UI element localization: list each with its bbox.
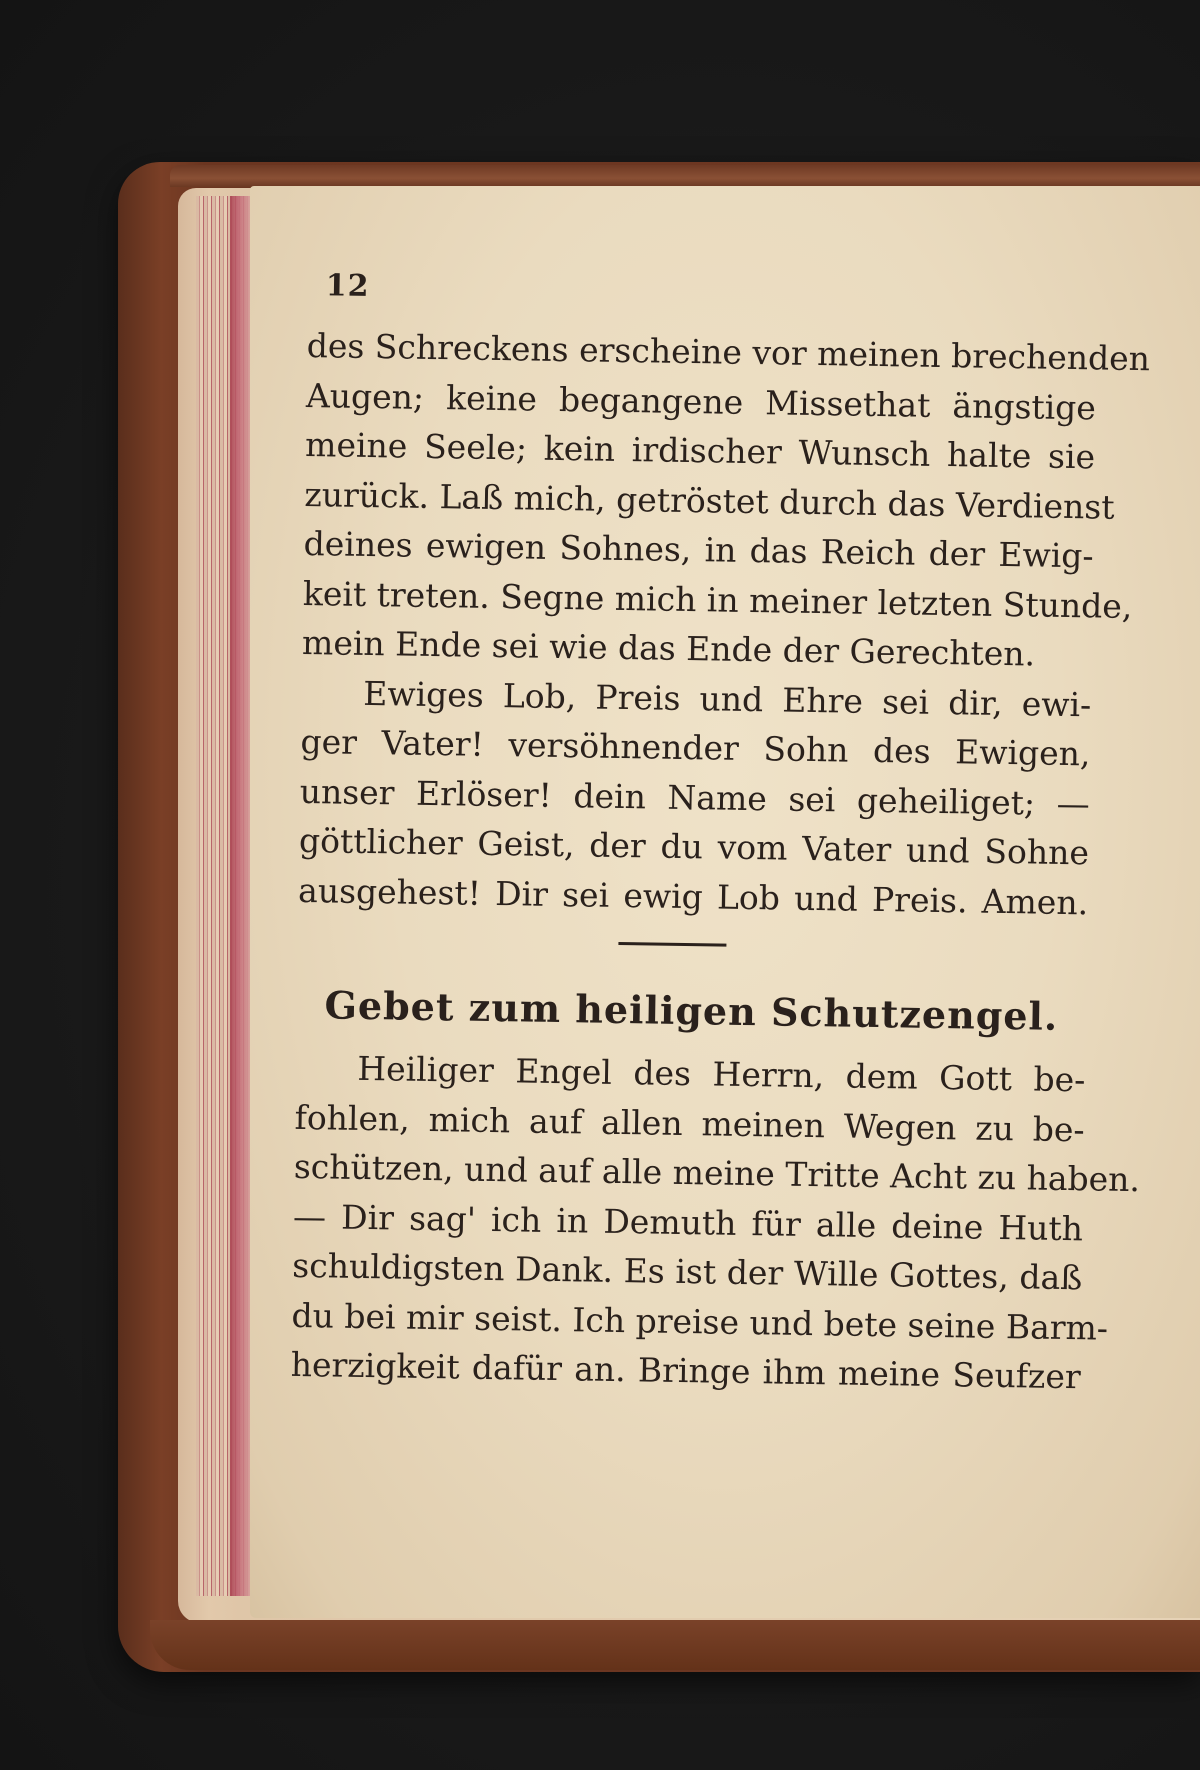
text-line: mein Ende sei wie das Ende der Gerechten.: [301, 622, 1036, 674]
text-line: zurück. Laß mich, getröstet durch das Verdienst: [304, 474, 1115, 527]
red-page-edge: [230, 196, 250, 1596]
text-line: — Dir sag' ich in Demuth für alle deine Huth: [292, 1196, 1084, 1248]
text-line: du bei mir seist. Ich preise und bete seine Barm-: [291, 1295, 1109, 1348]
text-line: ger Vater! versöhnender Sohn des Ewigen,: [300, 721, 1091, 774]
page-number: 12: [325, 268, 370, 304]
text-line: meine Seele; kein irdischer Wunsch halte sie: [304, 424, 1096, 477]
text-line: deines ewigen Sohnes, in das Reich der Ewig-: [303, 523, 1094, 576]
text-line: unser Erlöser! dein Name sei geheiliget; —: [299, 771, 1090, 823]
text-line: schuldigsten Dank. Es ist der Wille Gottes, daß: [292, 1245, 1083, 1298]
book-cover-top-edge: [170, 165, 1200, 187]
book-cover-bottom: [150, 1620, 1200, 1670]
section-divider: [618, 942, 726, 947]
text-line: ausgehest! Dir sei ewig Lob und Preis. Amen.: [297, 870, 1089, 922]
text-line: göttlicher Geist, der du vom Vater und Sohne: [298, 820, 1090, 873]
text-line: schützen, und auf alle meine Tritte Acht zu haben.: [293, 1146, 1141, 1200]
text-line: fohlen, mich auf allen meinen Wegen zu be-: [294, 1097, 1085, 1149]
page-text: [290, 268, 1151, 1402]
text-line: Heiliger Engel des Herrn, dem Gott be-: [357, 1048, 1086, 1100]
text-line: keit treten. Segne mich in meiner letzten Stunde,: [302, 573, 1133, 626]
section-heading: Gebet zum heiligen Schutzengel.: [324, 982, 1059, 1039]
text-line: des Schreckens erscheine vor meinen brechenden: [306, 325, 1151, 379]
paragraph-1: [301, 321, 1151, 680]
paragraph-2: [298, 667, 1092, 927]
paragraph-3: [290, 1043, 1141, 1402]
text-line: Augen; keine begangene Missethat ängstige: [305, 375, 1097, 427]
text-line: Ewiges Lob, Preis und Ehre sei dir, ewi-: [363, 673, 1092, 724]
text-line: herzigkeit dafür an. Bringe ihm meine Seufzer: [290, 1344, 1081, 1397]
